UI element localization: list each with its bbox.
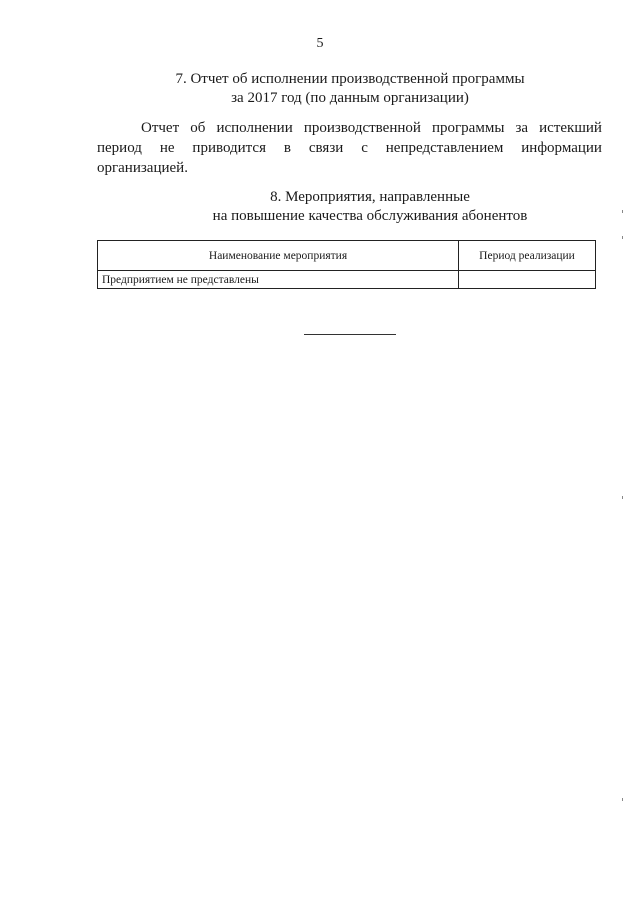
scan-speck (622, 496, 623, 499)
word: истекший (539, 120, 602, 136)
cell-period (459, 271, 596, 289)
word: с (361, 140, 368, 156)
word: период (97, 140, 142, 156)
word: производственной (303, 120, 421, 136)
word: непредставлением (385, 140, 504, 156)
word: за (515, 120, 529, 136)
section-7-heading-line-1: 7. Отчет об исполнении производственной программы (175, 71, 525, 87)
word: организацией. (97, 160, 188, 176)
section-7-heading (0, 70, 640, 108)
word: в (283, 140, 291, 156)
word: не (159, 140, 175, 156)
events-table (97, 240, 596, 289)
word: об (190, 120, 206, 136)
word: исполнении (216, 120, 293, 136)
word: Отчет (141, 120, 180, 136)
section-8-heading-line-1: 8. Мероприятия, направленные (270, 189, 470, 205)
word: информации (521, 140, 602, 156)
table-header-row (98, 241, 596, 271)
section-7-paragraph (97, 118, 602, 178)
end-divider (304, 334, 396, 335)
section-8-heading-line-2: на повышение качества обслуживания абонентов (212, 208, 528, 224)
paragraph-line-1 (97, 118, 602, 138)
cell-event-name: Предприятием не представлены (98, 271, 459, 289)
header-event-name: Наименование мероприятия (98, 241, 459, 271)
section-7-heading-line-2: за 2017 год (по данным организации) (231, 90, 469, 106)
paragraph-line-2 (97, 138, 602, 158)
table-row (98, 271, 596, 289)
scan-speck (622, 236, 623, 239)
scan-speck (622, 798, 623, 801)
paragraph-line-3 (97, 158, 602, 178)
word: связи (308, 140, 344, 156)
word: приводится (192, 140, 266, 156)
header-period: Период реализации (459, 241, 596, 271)
scan-speck (622, 210, 623, 213)
word: программы (432, 120, 505, 136)
page-number: 5 (316, 36, 324, 51)
section-8-heading (0, 188, 640, 226)
